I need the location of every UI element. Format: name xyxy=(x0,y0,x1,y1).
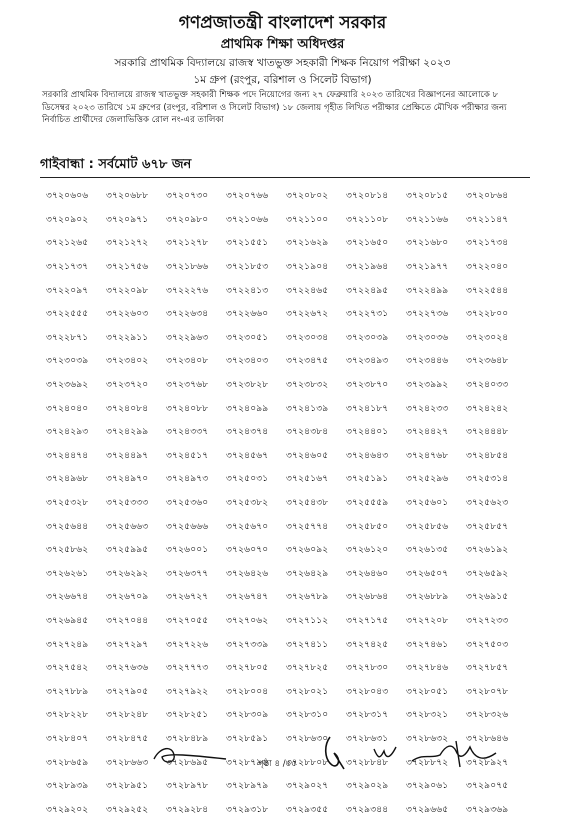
roll-number-cell: ৩৭২৪৬০৫ xyxy=(286,450,329,461)
roll-number-cell: ৩৭২৭২০৮ xyxy=(406,615,449,626)
roll-number-cell: ৩৭২০৮৬৪ xyxy=(466,191,509,202)
roll-number-cell: ৩৭২০৮১৫ xyxy=(406,191,449,202)
roll-number-cell: ৩৭২৭৮৪৬ xyxy=(406,663,449,674)
roll-number-cell: ৩৭২৮৬৯৫ xyxy=(166,757,209,768)
roll-number-cell: ৩৭২৪২৯৯ xyxy=(106,427,149,438)
department-title: প্রাথমিক শিক্ষা অধিদপ্তর xyxy=(220,37,345,52)
roll-number-cell: ৩৭২৪৩৩৭ xyxy=(166,427,209,438)
roll-number-cell: ৩৭২৪৩৮৪ xyxy=(286,427,329,438)
roll-number-cell: ৩৭২১২৭৮ xyxy=(166,238,209,249)
roll-number-cell: ৩৭২১১০০ xyxy=(286,214,329,225)
roll-number-cell: ৩৭২৬০০১ xyxy=(166,545,209,556)
roll-number-cell: ৩৭২৬৮৬৪ xyxy=(346,592,389,603)
roll-number-cell: ৩৭২৪০৯৯ xyxy=(226,403,269,414)
roll-number-cell: ৩৭২৬৫৯২ xyxy=(466,568,509,579)
roll-number-cell: ৩৭২২৪১৩ xyxy=(226,285,269,296)
roll-number-cell: ৩৭২৬৭৮৯ xyxy=(286,592,329,603)
table-row xyxy=(46,538,526,562)
district-section-header xyxy=(40,152,530,178)
roll-number-cell: ৩৭২৮৭৯৬ xyxy=(226,757,269,768)
roll-number-cell: ৩৭২৫১৯১ xyxy=(346,474,389,485)
roll-number-cell: ৩৭২২৭৩১ xyxy=(346,309,389,320)
roll-number-cell: ৩৭২৭১৭৫ xyxy=(346,615,389,626)
roll-number-cell: ৩৭২১১০৮ xyxy=(346,214,389,225)
roll-number-cell: ৩৭২৮২২৮ xyxy=(46,710,89,721)
roll-number-cell: ৩৭২৮৬৩০ xyxy=(286,733,329,744)
table-row xyxy=(46,444,526,468)
roll-number-cell: ৩৭২৯০৬১ xyxy=(406,781,449,792)
roll-number-cell: ৩৭২১৯৬৪ xyxy=(346,262,389,273)
roll-number-cell: ৩৭২৫০৩১ xyxy=(226,474,269,485)
roll-number-cell: ৩৭২৭৯০৫ xyxy=(106,686,149,697)
roll-number-cell: ৩৭২৯৩৪৪ xyxy=(346,804,389,815)
roll-number-cell: ৩৭২৮৩০৯ xyxy=(226,710,269,721)
roll-number-cell: ৩৭২৮৩২১ xyxy=(406,710,449,721)
roll-number-cell: ৩৭২৮৪৮৯ xyxy=(166,733,209,744)
roll-number-cell: ৩৭২৩০৫১ xyxy=(226,332,269,343)
roll-number-cell: ৩৭২২৫৫৫ xyxy=(46,309,89,320)
roll-number-cell: ৩৭২১৭৩৭ xyxy=(46,262,89,273)
roll-number-cell: ৩৭২০৯৭১ xyxy=(106,214,149,225)
roll-number-cell: ৩৭২৭৮২৫ xyxy=(286,663,329,674)
roll-number-cell: ৩৭২১৯০৪ xyxy=(286,262,329,273)
table-row xyxy=(46,609,526,633)
roll-number-cell: ৩৭২২২৭৬ xyxy=(166,285,209,296)
roll-number-cell: ৩৭২৫৩৮২ xyxy=(226,498,269,509)
roll-number-cell: ৩৭২৬২৬১ xyxy=(46,568,89,579)
roll-number-cell: ৩৭২৬১৩৫ xyxy=(406,545,449,556)
roll-number-cell: ৩৭২৬৬৭৪ xyxy=(46,592,89,603)
roll-number-cell: ৩৭২১৬৮০ xyxy=(406,238,449,249)
roll-number-cell: ৩৭২৫৭৭৪ xyxy=(286,521,329,532)
table-row xyxy=(46,373,526,397)
roll-number-cell: ৩৭২৩৯৯২ xyxy=(406,380,449,391)
roll-number-cell: ৩৭২৬৩৭৭ xyxy=(166,568,209,579)
roll-number-cell: ৩৭২৮০৪৩ xyxy=(346,686,389,697)
description-line-3: নির্বাচিত প্রার্থীদের জেলাভিত্তিক রোল নং-এর তালিকা xyxy=(42,115,224,126)
roll-number-cell: ৩৭২৯০২৭ xyxy=(286,781,329,792)
roll-number-cell: ৩৭২৩৬৯২ xyxy=(46,380,89,391)
roll-number-cell: ৩৭২৩০৩৯ xyxy=(346,332,389,343)
roll-number-cell: ৩৭২৩৮৭০ xyxy=(346,380,389,391)
roll-number-cell: ৩৭২৪৩৭৪ xyxy=(226,427,269,438)
roll-number-cell: ৩৭২৩৪৯৩ xyxy=(346,356,389,367)
roll-number-cell: ৩৭২৩৪০৮ xyxy=(166,356,209,367)
roll-number-cell: ৩৭২১৭৩৪ xyxy=(466,238,509,249)
roll-number-cell: ৩৭২১১৬৬ xyxy=(406,214,449,225)
roll-number-cell: ৩৭২৩৮২৮ xyxy=(226,380,269,391)
roll-number-cell: ৩৭২৮৯৭৮ xyxy=(166,781,209,792)
roll-number-cell: ৩৭২৬৯১৫ xyxy=(466,592,509,603)
roll-number-cell: ৩৭২২৬৭২ xyxy=(286,309,329,320)
roll-number-cell: ৩৭২৪৪৭৪ xyxy=(46,450,89,461)
roll-number-cell: ৩৭২৭৮৫৭ xyxy=(466,663,509,674)
roll-number-cell: ৩৭২৯৩৫৫ xyxy=(286,804,329,815)
roll-number-cell: ৩৭২৮৬৬৩ xyxy=(106,757,149,768)
roll-number-cell: ৩৭২৪২৩৩ xyxy=(406,403,449,414)
table-row xyxy=(46,562,526,586)
table-row xyxy=(46,632,526,656)
roll-number-cell: ৩৭২৪০৮৮ xyxy=(166,403,209,414)
roll-number-cell: ৩৭২৭৮০৫ xyxy=(226,663,269,674)
roll-number-cell: ৩৭২৮০২১ xyxy=(286,686,329,697)
roll-number-cell: ৩৭২৪৫১৭ xyxy=(166,450,209,461)
roll-number-cell: ৩৭২৫৬৬৩ xyxy=(106,521,149,532)
roll-number-cell: ৩৭২১৬২৯ xyxy=(286,238,329,249)
signature-2-icon xyxy=(320,735,348,771)
roll-number-cell: ৩৭২৮৬৩২ xyxy=(406,733,449,744)
roll-number-cell: ৩৭২২৪৯৫ xyxy=(346,285,389,296)
roll-number-cell: ৩৭২৯৬৬৫ xyxy=(406,804,449,815)
roll-number-cell: ৩৭২৮৯৭৯ xyxy=(226,781,269,792)
roll-number-cell: ৩৭২৫৩৩৩ xyxy=(106,498,149,509)
roll-number-cell: ৩৭২৭৫৪২ xyxy=(46,663,89,674)
roll-number-cell: ৩৭২৪০৪০ xyxy=(46,403,89,414)
table-row xyxy=(46,491,526,515)
roll-number-cell: ৩৭২৭৫০৩ xyxy=(466,639,509,650)
roll-number-cell: ৩৭২৮৮০৮ xyxy=(286,757,329,768)
roll-number-cell: ৩৭২৮০০৪ xyxy=(226,686,269,697)
table-row xyxy=(46,231,526,255)
roll-number-cell: ৩৭২৬৫০৭ xyxy=(406,568,449,579)
roll-number-cell: ৩৭২৩৪৭৫ xyxy=(286,356,329,367)
roll-number-grid xyxy=(46,184,526,821)
signature-4-icon xyxy=(410,737,500,769)
roll-number-cell: ৩৭২২০৯৮ xyxy=(106,285,149,296)
roll-number-cell: ৩৭২৮৫৯১ xyxy=(226,733,269,744)
roll-number-cell: ৩৭২৪৯৭৩ xyxy=(166,474,209,485)
roll-number-cell: ৩৭২৭৮৮৯ xyxy=(46,686,89,697)
table-row xyxy=(46,208,526,232)
roll-number-cell: ৩৭২৮২৫১ xyxy=(166,710,209,721)
roll-number-cell: ৩৭২২৫৪৪ xyxy=(466,285,509,296)
table-row xyxy=(46,302,526,326)
roll-number-cell: ৩৭২৫৮৫৬ xyxy=(406,521,449,532)
roll-number-cell: ৩৭২১৫৫১ xyxy=(226,238,269,249)
roll-number-cell: ৩৭২৮০৫১ xyxy=(406,686,449,697)
roll-number-cell: ৩৭২৫৮৫০ xyxy=(346,521,389,532)
roll-number-cell: ৩৭২৮৯৫১ xyxy=(106,781,149,792)
roll-number-cell: ৩৭২৬২৯২ xyxy=(106,568,149,579)
roll-number-cell: ৩৭২৬১৯২ xyxy=(466,545,509,556)
roll-number-cell: ৩৭২৭১১২ xyxy=(286,615,329,626)
roll-number-cell: ৩৭২৮৬৪৬ xyxy=(466,733,509,744)
roll-number-cell: ৩৭২৫৬২৩ xyxy=(466,498,509,509)
roll-number-cell: ৩৭২১৭৫৬ xyxy=(106,262,149,273)
roll-number-cell: ৩৭২৫২৯৬ xyxy=(406,474,449,485)
roll-number-cell: ৩৭২৩৪০৩ xyxy=(226,356,269,367)
roll-number-cell: ৩৭২৪৯৭০ xyxy=(106,474,149,485)
table-row xyxy=(46,514,526,538)
roll-number-cell: ৩৭২৮৬৫৯ xyxy=(46,757,89,768)
roll-number-cell: ৩৭২১৮৫৩ xyxy=(226,262,269,273)
roll-number-cell: ৩৭২১০৬৬ xyxy=(226,214,269,225)
roll-number-cell: ৩৭২৪৮৫৪ xyxy=(466,450,509,461)
roll-number-cell: ৩৭২৭৯২২ xyxy=(166,686,209,697)
roll-number-cell: ৩৭২০৭৬৬ xyxy=(226,191,269,202)
roll-number-cell: ৩৭২২৬৬০ xyxy=(226,309,269,320)
signature-1-icon xyxy=(150,741,230,769)
roll-number-cell: ৩৭২৪৪০১ xyxy=(346,427,389,438)
roll-number-cell: ৩৭২৯৩৬৯ xyxy=(466,804,509,815)
roll-number-cell: ৩৭২৫৬৭০ xyxy=(226,521,269,532)
roll-number-cell: ৩৭২৭৪২৫ xyxy=(346,639,389,650)
roll-number-cell: ৩৭২৪০৮৪ xyxy=(106,403,149,414)
roll-number-cell: ৩৭২৮৪৭৫ xyxy=(106,733,149,744)
roll-number-cell: ৩৭২৩৬৪৮ xyxy=(466,356,509,367)
roll-number-cell: ৩৭২৩০৩৯ xyxy=(46,356,89,367)
roll-number-cell: ৩৭২৪৪২৭ xyxy=(406,427,449,438)
roll-number-cell: ৩৭২২৭৩৬ xyxy=(406,309,449,320)
roll-number-cell: ৩৭২৭০৪৪ xyxy=(106,615,149,626)
description-line-2: ডিসেম্বর ২০২৩ তারিখে ১ম গ্রুপের (রংপুর, বরিশাল ও সিলেট বিভাগ) ১৮ জেলায় গৃহীত লিখিত পরীক্ষার প্রেক্ষিতে মৌখিক পরীক্ষার জন্য xyxy=(42,102,507,113)
roll-number-cell: ৩৭২২০৯৭ xyxy=(46,285,89,296)
roll-number-cell: ৩৭২৬৪২৯ xyxy=(286,568,329,579)
roll-number-cell: ৩৭২৩৭৬৮ xyxy=(166,380,209,391)
table-row xyxy=(46,585,526,609)
exam-title: সরকারি প্রাথমিক বিদ্যালয়ে রাজস্ব খাতভুক্ত সহকারী শিক্ষক নিয়োগ পরীক্ষা ২০২৩ xyxy=(114,57,451,69)
roll-number-cell: ৩৭২৮৮৭২ xyxy=(406,757,449,768)
roll-number-cell: ৩৭২০৮০২ xyxy=(286,191,329,202)
roll-number-cell: ৩৭২৬০৭০ xyxy=(226,545,269,556)
roll-number-cell: ৩৭২০৮১৪ xyxy=(346,191,389,202)
roll-number-cell: ৩৭২২৬৩৪ xyxy=(166,309,209,320)
roll-number-cell: ৩৭২৬১২০ xyxy=(346,545,389,556)
roll-number-cell: ৩৭২৬৭২৭ xyxy=(166,592,209,603)
roll-number-cell: ৩৭২৮৩১৭ xyxy=(346,710,389,721)
roll-number-cell: ৩৭২৮০৭৮ xyxy=(466,686,509,697)
table-row xyxy=(46,420,526,444)
roll-number-cell: ৩৭২৮৩১০ xyxy=(286,710,329,721)
roll-number-cell: ৩৭২৮৮৪৮ xyxy=(346,757,389,768)
table-row xyxy=(46,278,526,302)
roll-number-cell: ৩৭২৭৩৩৯ xyxy=(226,639,269,650)
description-paragraph xyxy=(42,89,542,127)
table-row xyxy=(46,326,526,350)
roll-number-cell: ৩৭২৬৯৪৫ xyxy=(46,615,89,626)
roll-number-cell: ৩৭২৫১৬৭ xyxy=(286,474,329,485)
table-row xyxy=(46,184,526,208)
roll-number-cell: ৩৭২৩৭২০ xyxy=(106,380,149,391)
roll-number-cell: ৩৭২২৪৬৫ xyxy=(286,285,329,296)
table-row xyxy=(46,396,526,420)
district-total-label: গাইবান্ধা : সর্বমোট ৬৭৮ জন xyxy=(40,157,192,172)
roll-number-cell: ৩৭২৪২৪২ xyxy=(466,403,509,414)
roll-number-cell: ৩৭২৮২৪৮ xyxy=(106,710,149,721)
roll-number-cell: ৩৭২৫৩৬০ xyxy=(166,498,209,509)
roll-number-cell: ৩৭২৩৪৪৬ xyxy=(406,356,449,367)
roll-number-cell: ৩৭২১৯৭৭ xyxy=(406,262,449,273)
roll-number-cell: ৩৭২৭২৯৭ xyxy=(106,639,149,650)
roll-number-cell: ৩৭২৪০৩৩ xyxy=(466,380,509,391)
roll-number-cell: ৩৭২৪১৩৯ xyxy=(286,403,329,414)
roll-number-cell: ৩৭২৭৭৭৩ xyxy=(166,663,209,674)
roll-number-cell: ৩৭২৬৮৮৯ xyxy=(406,592,449,603)
roll-number-cell: ৩৭২৯২০২ xyxy=(46,804,89,815)
roll-number-cell: ৩৭২৪১৮৭ xyxy=(346,403,389,414)
roll-number-cell: ৩৭২৪৬৪৩ xyxy=(346,450,389,461)
roll-number-cell: ৩৭২২৬০৩ xyxy=(106,309,149,320)
roll-number-cell: ৩৭২৯০২৯ xyxy=(346,781,389,792)
roll-number-cell: ৩৭২৯৩১৮ xyxy=(226,804,269,815)
roll-number-cell: ৩৭২৪৫৬৭ xyxy=(226,450,269,461)
roll-number-cell: ৩৭২৭৪৬১ xyxy=(406,639,449,650)
table-row xyxy=(46,797,526,821)
roll-number-cell: ৩৭২৫৩২৮ xyxy=(46,498,89,509)
roll-number-cell: ৩৭২৩৮৩২ xyxy=(286,380,329,391)
roll-number-cell: ৩৭২৯২৮৪ xyxy=(166,804,209,815)
roll-number-cell: ৩৭২১৮৬৬ xyxy=(166,262,209,273)
roll-number-cell: ৩৭২৫৮৫৭ xyxy=(466,521,509,532)
page-number: পৃষ্ঠা ৪ /৫৫ xyxy=(258,759,297,769)
roll-number-cell: ৩৭২৪২৯৩ xyxy=(46,427,89,438)
roll-number-cell: ৩৭২৫৫৫৯ xyxy=(346,498,389,509)
roll-number-cell: ৩৭২২৪৯৯ xyxy=(406,285,449,296)
roll-number-cell: ৩৭২৫৮৬২ xyxy=(46,545,89,556)
roll-number-cell: ৩৭২৫৬৪৪ xyxy=(46,521,89,532)
roll-number-cell: ৩৭২২০৪০ xyxy=(466,262,509,273)
table-row xyxy=(46,349,526,373)
page-title: গণপ্রজাতন্ত্রী বাংলাদেশ সরকার xyxy=(178,13,387,33)
roll-number-cell: ৩৭২৫৩১৪ xyxy=(466,474,509,485)
table-row xyxy=(46,703,526,727)
roll-number-cell: ৩৭২৮৪০৭ xyxy=(46,733,89,744)
roll-number-cell: ৩৭২৪৭৬৮ xyxy=(406,450,449,461)
roll-number-cell: ৩৭২৭০৬২ xyxy=(226,615,269,626)
roll-number-cell: ৩৭২৩০৩৪ xyxy=(286,332,329,343)
roll-number-cell: ৩৭২০৭৩০ xyxy=(166,191,209,202)
roll-number-cell: ৩৭২৬৪২৬ xyxy=(226,568,269,579)
roll-number-cell: ৩৭২৩০৩৬ xyxy=(406,332,449,343)
roll-number-cell: ৩৭২৫৪৩৮ xyxy=(286,498,329,509)
roll-number-cell: ৩৭২১২৭২ xyxy=(106,238,149,249)
roll-number-cell: ৩৭২৩৪০২ xyxy=(106,356,149,367)
roll-number-cell: ৩৭২৬৭৪৭ xyxy=(226,592,269,603)
roll-number-cell: ৩৭২০৬০৬ xyxy=(46,191,89,202)
roll-number-cell: ৩৭২৬৭০৯ xyxy=(106,592,149,603)
table-row xyxy=(46,467,526,491)
roll-number-cell: ৩৭২৫৯৯৫ xyxy=(106,545,149,556)
roll-number-cell: ৩৭২৭৬৩৬ xyxy=(106,663,149,674)
table-row xyxy=(46,255,526,279)
roll-number-cell: ৩৭২৮৩২৬ xyxy=(466,710,509,721)
table-row xyxy=(46,774,526,798)
roll-number-cell: ৩৭২৪৪৯৭ xyxy=(106,450,149,461)
roll-number-cell: ৩৭২২৯১১ xyxy=(106,332,149,343)
roll-number-cell: ৩৭২২৯৬৩ xyxy=(166,332,209,343)
roll-number-cell: ৩৭২৭২২৬ xyxy=(166,639,209,650)
roll-number-cell: ৩৭২৭২৩৩ xyxy=(466,615,509,626)
roll-number-cell: ৩৭২১১৪৭ xyxy=(466,214,509,225)
table-row xyxy=(46,656,526,680)
roll-number-cell: ৩৭২৬০৯২ xyxy=(286,545,329,556)
roll-number-cell: ৩৭২০৯০২ xyxy=(46,214,89,225)
roll-number-cell: ৩৭২২৮৭১ xyxy=(46,332,89,343)
roll-number-cell: ৩৭২৯২৫২ xyxy=(106,804,149,815)
roll-number-cell: ৩৭২৯০৭৫ xyxy=(466,781,509,792)
roll-number-cell: ৩৭২০৯৮০ xyxy=(166,214,209,225)
roll-number-cell: ৩৭২৩০২৪ xyxy=(466,332,509,343)
roll-number-cell: ৩৭২৪৪৪৮ xyxy=(466,427,509,438)
roll-number-cell: ৩৭২৭০৫৫ xyxy=(166,615,209,626)
roll-number-cell: ৩৭২৮৬৩১ xyxy=(346,733,389,744)
table-row xyxy=(46,679,526,703)
roll-number-cell: ৩৭২২৮০০ xyxy=(466,309,509,320)
roll-number-cell: ৩৭২৭৮৩০ xyxy=(346,663,389,674)
roll-number-cell: ৩৭২১৬৫০ xyxy=(346,238,389,249)
roll-number-cell: ৩৭২১২৬৫ xyxy=(46,238,89,249)
roll-number-cell: ৩৭২৬৪৬০ xyxy=(346,568,389,579)
roll-number-cell: ৩৭২৭২৪৯ xyxy=(46,639,89,650)
roll-number-cell: ৩৭২৫৬০১ xyxy=(406,498,449,509)
roll-number-cell: ৩৭২৪৯৬৮ xyxy=(46,474,89,485)
roll-number-cell: ৩৭২৭৪১১ xyxy=(286,639,329,650)
signature-3-icon xyxy=(372,745,398,763)
roll-number-cell: ৩৭২৫৬৬৬ xyxy=(166,521,209,532)
description-line-1: সরকারি প্রাথমিক বিদ্যালয়ে রাজস্ব খাতভুক্ত সহকারী শিক্ষক পদে নিয়োগের জন্য ২৭ ফেব্রুয়ারি ২০২৩ তারিখের বিজ্ঞাপনের আলোকে ৮ xyxy=(42,90,499,100)
roll-number-cell: ৩৭২৮৯৩৯ xyxy=(46,781,89,792)
roll-number-cell: ৩৭২৮৯২৭ xyxy=(466,757,509,768)
roll-number-cell: ৩৭২০৬৮৮ xyxy=(106,191,149,202)
group-title: ১ম গ্রুপ (রংপুর, বরিশাল ও সিলেট বিভাগ) xyxy=(193,74,372,86)
